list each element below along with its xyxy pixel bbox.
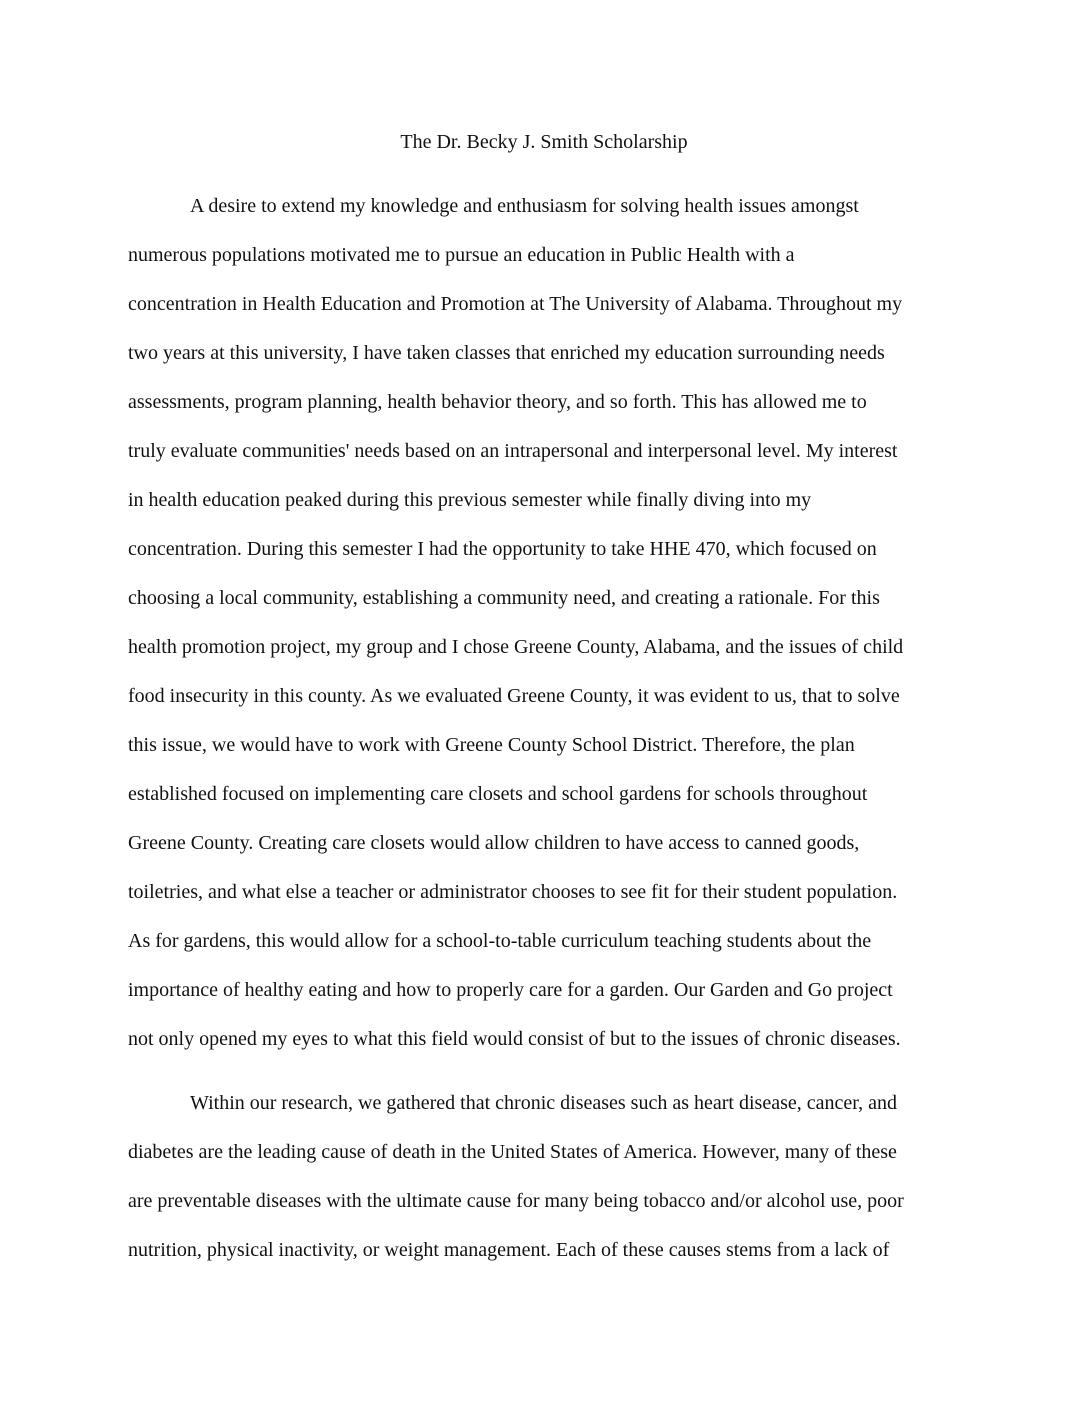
paragraph-2-line: nutrition, physical inactivity, or weight management. Each of these causes stems from a lack of	[128, 1239, 890, 1261]
paragraph-1-line: A desire to extend my knowledge and enthusiasm for solving health issues amongst	[190, 195, 859, 217]
paragraph-1-line: food insecurity in this county. As we evaluated Greene County, it was evident to us, that to solve	[128, 685, 900, 707]
paragraph-1-line: numerous populations motivated me to pursue an education in Public Health with a	[128, 244, 795, 266]
paragraph-1-line: in health education peaked during this previous semester while finally diving into my	[128, 489, 812, 511]
paragraph-1-line: established focused on implementing care closets and school gardens for schools throughout	[128, 783, 868, 805]
paragraph-1-line: assessments, program planning, health behavior theory, and so forth. This has allowed me to	[128, 391, 867, 413]
paragraph-1-line: two years at this university, I have taken classes that enriched my education surrounding needs	[128, 342, 885, 364]
paragraph-1-line: this issue, we would have to work with Greene County School District. Therefore, the plan	[128, 734, 855, 756]
paragraph-1-line: concentration. During this semester I had the opportunity to take HHE 470, which focused on	[128, 538, 877, 560]
paragraph-2-line: Within our research, we gathered that chronic diseases such as heart disease, cancer, and	[190, 1092, 897, 1114]
paragraph-1-line: not only opened my eyes to what this field would consist of but to the issues of chronic diseases.	[128, 1028, 901, 1050]
document-title: The Dr. Becky J. Smith Scholarship	[400, 131, 688, 153]
paragraph-1-line: As for gardens, this would allow for a school-to-table curriculum teaching students about the	[128, 930, 872, 952]
paragraph-1-line: concentration in Health Education and Promotion at The University of Alabama. Throughout my	[128, 293, 903, 315]
paragraph-1-line: health promotion project, my group and I chose Greene County, Alabama, and the issues of child	[128, 636, 904, 658]
paragraph-1-line: choosing a local community, establishing a community need, and creating a rationale. For this	[128, 587, 880, 609]
paragraph-1-line: importance of healthy eating and how to properly care for a garden. Our Garden and Go project	[128, 979, 893, 1001]
paragraph-1-line: truly evaluate communities' needs based on an intrapersonal and interpersonal level. My interest	[128, 440, 898, 462]
paragraph-1-line: toiletries, and what else a teacher or administrator chooses to see fit for their student population.	[128, 881, 898, 903]
paragraph-2-line: are preventable diseases with the ultimate cause for many being tobacco and/or alcohol use, poor	[128, 1190, 904, 1212]
paragraph-2-line: diabetes are the leading cause of death in the United States of America. However, many of these	[128, 1141, 897, 1163]
paragraph-1-line: Greene County. Creating care closets would allow children to have access to canned goods,	[128, 832, 860, 854]
